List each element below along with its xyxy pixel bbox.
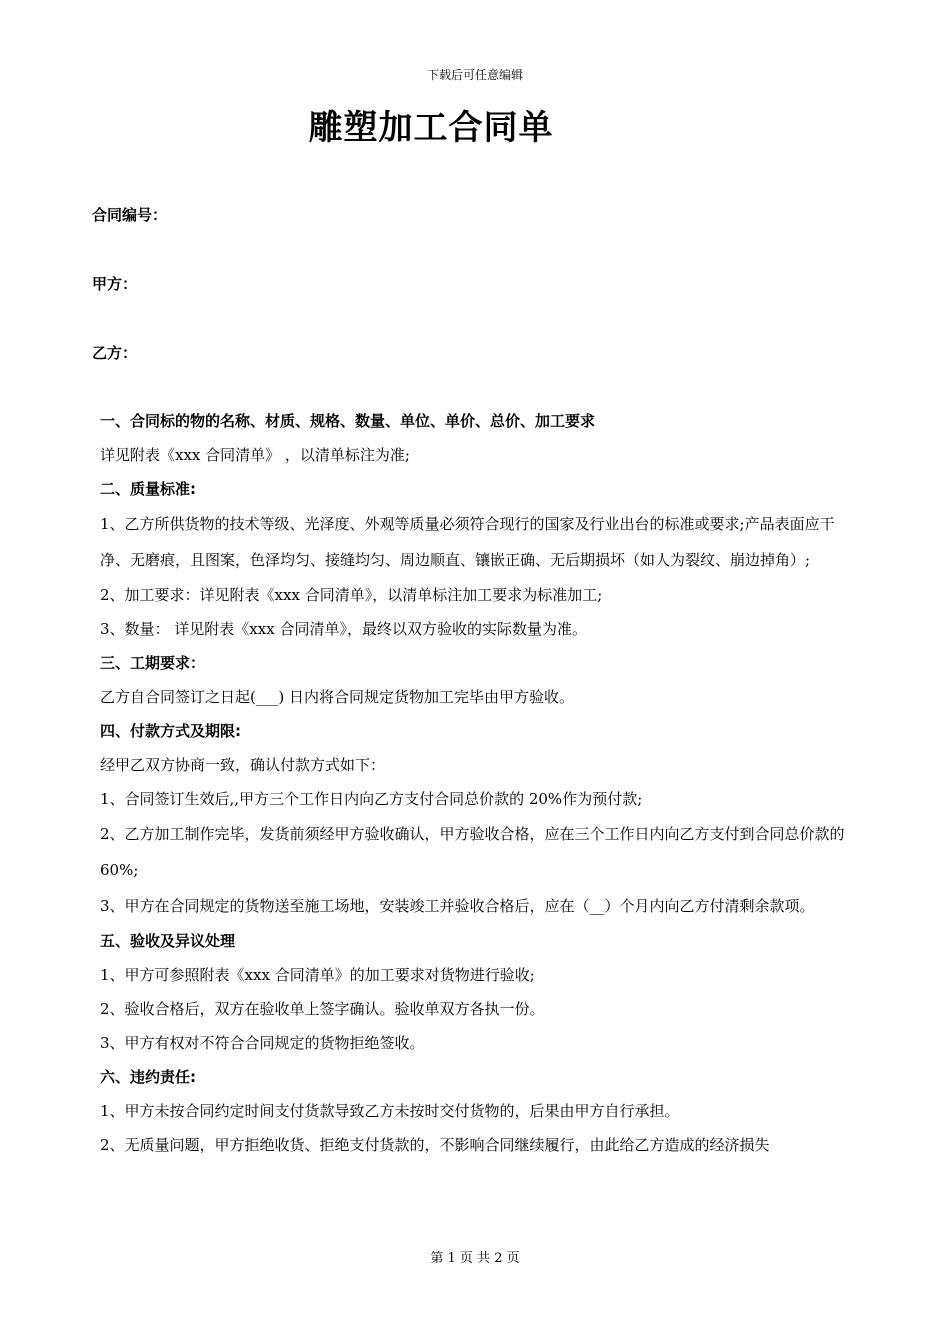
clause-text: 1、甲方未按合同约定时间支付货款导致乙方未按时交付货物的，后果由甲方自行承担。 (100, 1102, 680, 1120)
clause-text: 乙方自合同签订之日起(___) 日内将合同规定货物加工完毕由甲方验收。 (100, 688, 574, 706)
header-note: 下载后可任意编辑 (426, 68, 523, 82)
section-heading: 五、验收及异议处理 (100, 932, 236, 950)
party-b-label: 乙方： (92, 344, 138, 362)
clause-text: 2、验收合格后，双方在验收单上签字确认。验收单双方各执一份。 (100, 1000, 545, 1018)
clause-text: 2、无质量问题，甲方拒绝收货、拒绝支付货款的，不影响合同继续履行，由此给乙方造成的经济损失 (100, 1136, 770, 1154)
page-footer: 第 1 页 共 2 页 (430, 1251, 520, 1266)
clause-text: 详见附表《xxx 合同清单》 ，以清单标注为准; (100, 446, 410, 464)
clause-text: 2、加工要求：详见附表《xxx 合同清单》，以清单标注加工要求为标准加工; (100, 586, 603, 604)
clause-text: 1、甲方可参照附表《xxx 合同清单》的加工要求对货物进行验收; (100, 966, 535, 984)
section-heading: 一、合同标的物的名称、材质、规格、数量、单位、单价、总价、加工要求 (100, 412, 596, 430)
section-heading: 三、工期要求： (100, 654, 206, 672)
clause-text: 3、数量： 详见附表《xxx 合同清单》，最终以双方验收的实际数量为准。 (100, 620, 587, 638)
party-a-label: 甲方： (92, 275, 138, 293)
contract-number-label: 合同编号： (92, 206, 168, 224)
clause-text: 2、乙方加工制作完毕，发货前须经甲方验收确认，甲方验收合格，应在三个工作日内向乙方支付到合同总价款的 60%; (100, 825, 845, 879)
clause-text: 3、甲方有权对不符合合同规定的货物拒绝签收。 (100, 1034, 425, 1052)
section-heading: 四、付款方式及期限: (100, 722, 241, 740)
clause-text: 1、乙方所供货物的技术等级、光泽度、外观等质量必须符合现行的国家及行业出台的标准或要求;产品表面应干净、无磨痕，且图案，色泽均匀、接缝均匀、周边顺直、镶嵌正确、无后期损坏（如人为裂纹、崩边掉角）; (100, 515, 835, 569)
document-title: 雕塑加工合同单 (308, 108, 554, 148)
clause-text: 1、合同签订生效后,,甲方三个工作日内向乙方支付合同总价款的 20%作为预付款; (100, 790, 643, 808)
clause-text: 经甲乙双方协商一致，确认付款方式如下： (100, 756, 386, 774)
clause-text: 3、甲方在合同规定的货物送至施工场地，安装竣工并验收合格后，应在（__）个月内向乙方付清剩余款项。 (100, 897, 815, 915)
section-heading: 二、质量标准: (100, 480, 196, 498)
contract-body (100, 404, 852, 1162)
section-heading: 六、违约责任: (100, 1068, 196, 1086)
